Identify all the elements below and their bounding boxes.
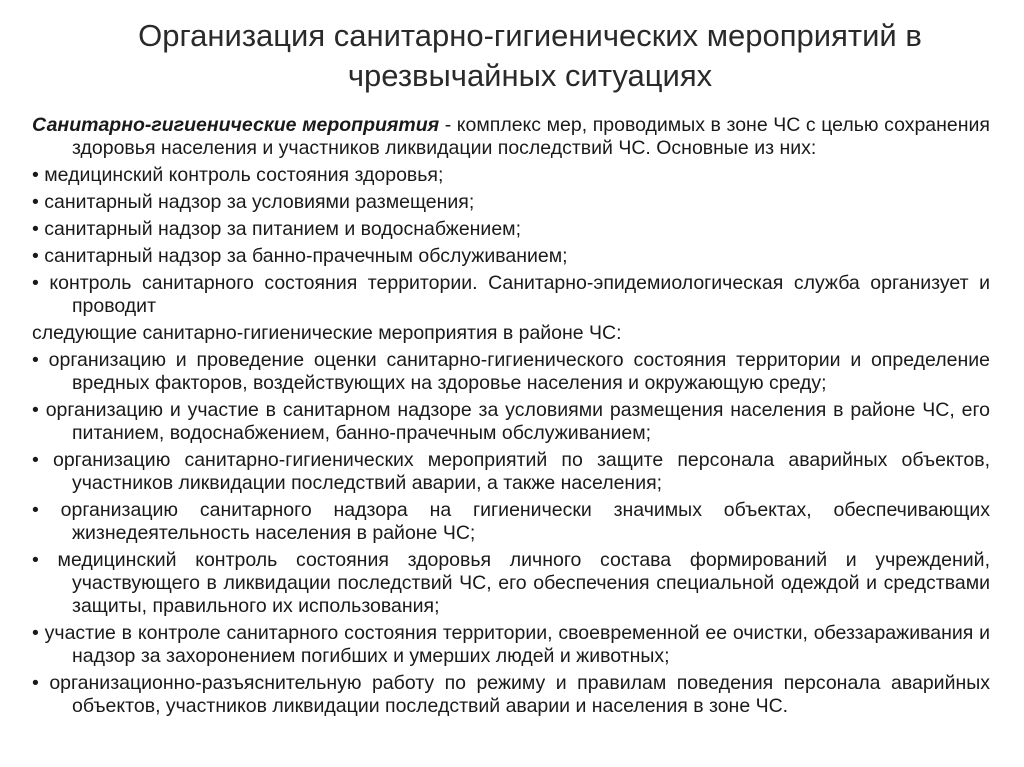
bullet-mark: • (32, 499, 39, 521)
list-item-text: контроль санитарного состояния территории. Санитарно-эпидемиологическая служба организует и проводит (49, 272, 990, 317)
bullet-mark: • (32, 399, 39, 421)
list-item (32, 399, 990, 445)
list-item-text: санитарный надзор за питанием и водоснабжением; (44, 218, 521, 240)
bullet-mark: • (32, 218, 39, 240)
slide-title (110, 16, 950, 96)
bullet-mark: • (32, 672, 39, 694)
list-item (32, 549, 990, 618)
title-line-1: Организация санитарно-гигиенических мероприятий в (138, 18, 922, 53)
list-item (32, 164, 990, 187)
list-item-text: медицинский контроль состояния здоровья личного состава формирований и учреждений, участвующего в ликвидации последствий ЧС, его обеспечения специальной одеждой и средствами защиты, правильного их использования; (57, 549, 990, 617)
intro-text: - комплекс мер, проводимых в зоне ЧС с целью сохранения здоровья населения и участников ликвидации последствий ЧС. Основные из них: (72, 114, 990, 159)
bullet-mark: • (32, 191, 39, 213)
title-line-2: чрезвычайных ситуациях (347, 58, 713, 93)
list-item (32, 499, 990, 545)
bullet-mark: • (32, 549, 39, 571)
list-item (32, 245, 990, 268)
list-item-text: организационно-разъяснительную работу по режиму и правилам поведения персонала аварийных объектов, участников ликвидации последствий аварии и населения в зоне ЧС. (49, 672, 990, 717)
list-item-text: участие в контроле санитарного состояния территории, своевременной ее очистки, обеззараживания и надзор за захоронением погибших и умерших людей и животных; (44, 622, 991, 667)
list-item-text: медицинский контроль состояния здоровья; (44, 164, 444, 186)
bullet-mark: • (32, 272, 39, 294)
bullet-mark: • (32, 449, 39, 471)
list-item (32, 218, 990, 241)
list-item-text: санитарный надзор за условиями размещения; (44, 191, 475, 213)
list-item (32, 349, 990, 395)
intro-paragraph (32, 114, 990, 160)
bullet-mark: • (32, 164, 39, 186)
transition-paragraph: следующие санитарно-гигиенические мероприятия в районе ЧС: (32, 322, 622, 344)
bullet-mark: • (32, 349, 39, 371)
list-item (32, 191, 990, 214)
list-item-text: санитарный надзор за банно-прачечным обслуживанием; (44, 245, 568, 267)
list-item (32, 272, 990, 318)
list-item-text: организацию и участие в санитарном надзоре за условиями размещения населения в районе ЧС, его питанием, водоснабжением, банно-прачечным обслуживанием; (45, 399, 990, 444)
bullet-mark: • (32, 245, 39, 267)
bullet-mark: • (32, 622, 39, 644)
list-item-text: организацию санитарного надзора на гигиенически значимых объектах, обеспечивающих жизнедеятельность населения в районе ЧС; (60, 499, 990, 544)
slide-body (32, 114, 990, 722)
measures-list-sanepid (32, 349, 990, 718)
measures-list-main (32, 164, 990, 318)
defined-term: Санитарно-гигиенические мероприятия (32, 114, 440, 136)
list-item (32, 449, 990, 495)
list-item (32, 672, 990, 718)
list-item-text: организацию и проведение оценки санитарно-гигиенического состояния территории и определение вредных факторов, воздействующих на здоровье населения и окружающую среду; (48, 349, 990, 394)
list-item-text: организацию санитарно-гигиенических мероприятий по защите персонала аварийных объектов, участников ликвидации последствий аварии, а также населения; (52, 449, 991, 494)
list-item (32, 622, 990, 668)
